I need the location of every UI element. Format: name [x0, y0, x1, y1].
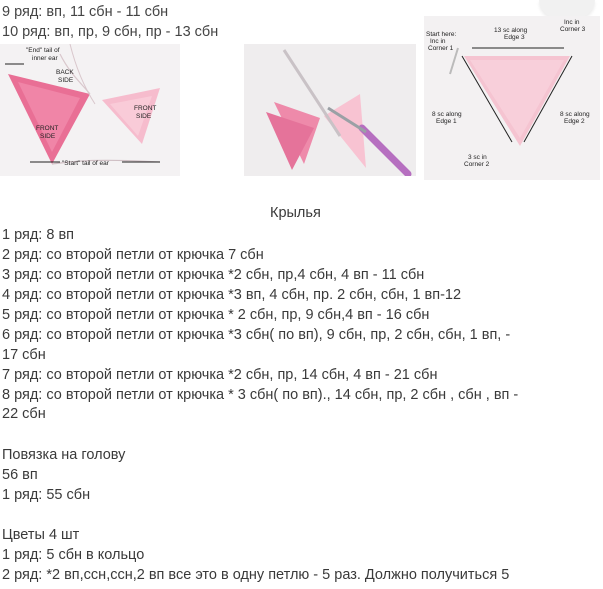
- edge1-label-2: Edge 1: [436, 118, 457, 125]
- edges-diagram-photo: [424, 16, 600, 180]
- wings-row: 3 ряд: со второй петли от крючка *2 сбн, пр,4 сбн, 4 вп - 11 сбн: [2, 267, 425, 283]
- row-10-text: 10 ряд: вп, пр, 9 сбн, пр - 13 сбн: [2, 24, 219, 40]
- corner1-label: Corner 1: [428, 45, 454, 52]
- inc-corner3-label: Inc in: [564, 19, 580, 26]
- wings-row: 17 сбн: [2, 347, 46, 363]
- front-side-left-label-2: SIDE: [40, 133, 56, 140]
- back-side-label-2: SIDE: [58, 77, 74, 84]
- wings-row: 6 ряд: со второй петли от крючка *3 сбн( по вп), 9 сбн, пр, 2 сбн, сбн, 1 вп, -: [2, 327, 511, 343]
- flowers-row: 1 ряд: 5 сбн в кольцо: [2, 547, 145, 563]
- start-tail-label: "Start" tail of ear: [62, 160, 109, 167]
- hook-joining-photo: [244, 44, 416, 176]
- wings-row: 22 сбн: [2, 406, 46, 422]
- back-side-label: BACK: [56, 69, 74, 76]
- wings-row: 7 ряд: со второй петли от крючка *2 сбн, пр, 14 сбн, 4 вп - 21 сбн: [2, 367, 438, 383]
- end-tail-label: "End" tail of: [26, 47, 60, 54]
- wings-row: 4 ряд: со второй петли от крючка *3 вп, 4 сбн, пр. 2 сбн, сбн, 1 вп-12: [2, 287, 462, 303]
- edge2-label-2: Edge 2: [564, 118, 585, 125]
- wings-row: 2 ряд: со второй петли от крючка 7 сбн: [2, 247, 264, 263]
- edge3-label-2: Edge 3: [504, 34, 525, 41]
- end-tail-label-2: inner ear: [32, 55, 58, 62]
- corner2-label-2: Corner 2: [464, 161, 490, 168]
- wings-title: Крылья: [270, 205, 321, 221]
- ear-pieces-photo: [0, 44, 180, 176]
- front-side-right-label-2: SIDE: [136, 113, 152, 120]
- row-9-text: 9 ряд: вп, 11 сбн - 11 сбн: [2, 4, 169, 20]
- edge3-label: 13 sc along: [494, 27, 528, 34]
- edge2-label: 8 sc along: [560, 111, 590, 118]
- front-side-left-label: FRONT: [36, 125, 59, 132]
- front-side-right-label: FRONT: [134, 105, 157, 112]
- wings-row: 8 ряд: со второй петли от крючка * 3 сбн( по вп)., 14 сбн, пр, 2 сбн , сбн , вп -: [2, 387, 519, 403]
- flowers-title: Цветы 4 шт: [2, 527, 80, 543]
- inc-corner3-label-2: Corner 3: [560, 26, 586, 33]
- corner2-label: 3 sc in: [468, 154, 487, 161]
- headband-row: 56 вп: [2, 467, 38, 483]
- headband-row: 1 ряд: 55 сбн: [2, 487, 91, 503]
- flowers-row: 2 ряд: *2 вп,ссн,ссн,2 вп все это в одну петлю - 5 раз. Должно получиться 5: [2, 567, 510, 583]
- start-here-label: Start here:: [426, 31, 457, 38]
- wings-row: 1 ряд: 8 вп: [2, 227, 75, 243]
- inc-in-label: Inc in: [430, 38, 446, 45]
- wings-row: 5 ряд: со второй петли от крючка * 2 сбн, пр, 9 сбн,4 вп - 16 сбн: [2, 307, 430, 323]
- edge1-label: 8 sc along: [432, 111, 462, 118]
- headband-title: Повязка на голову: [2, 447, 126, 463]
